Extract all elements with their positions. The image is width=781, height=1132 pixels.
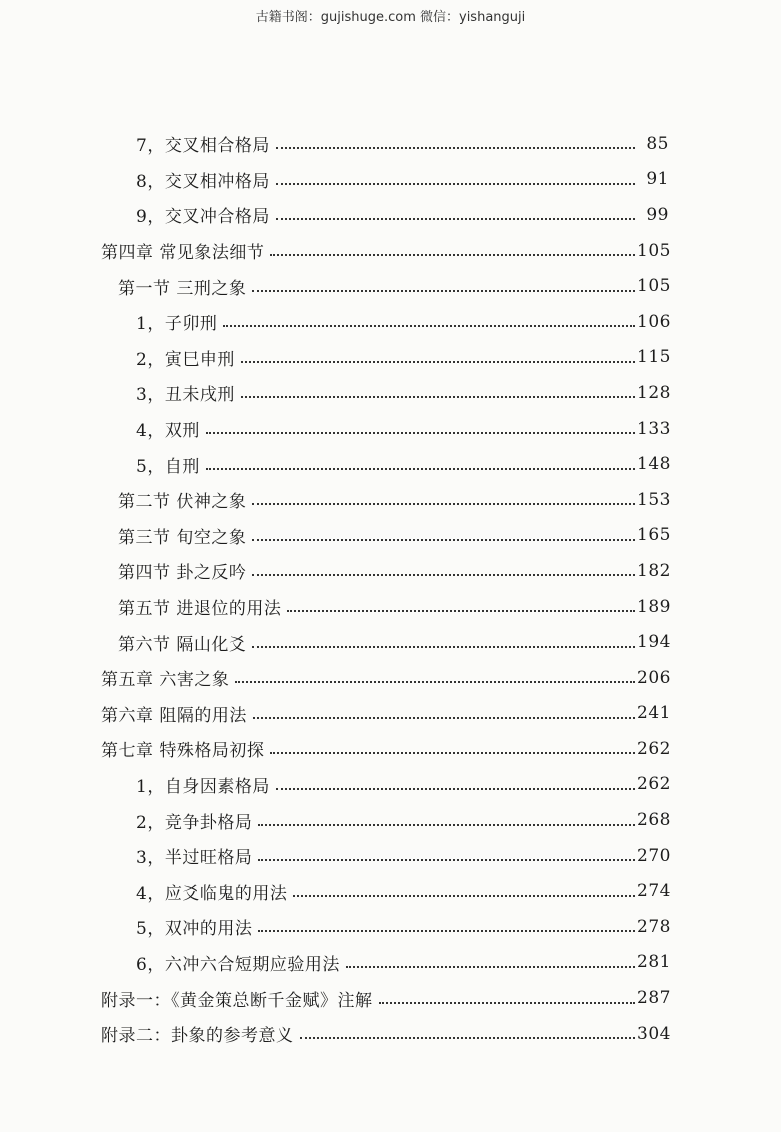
dot-leader	[223, 324, 635, 327]
toc-entry-page: 189	[637, 596, 671, 617]
toc-entry	[0, 731, 781, 767]
dot-leader	[276, 146, 635, 149]
toc-entry-page: 281	[637, 952, 671, 973]
toc-entry-page: 115	[637, 347, 671, 368]
toc-entry-title: 第六节 隔山化爻	[118, 634, 247, 655]
toc-entry	[0, 802, 781, 838]
toc-entry-page: 106	[637, 311, 671, 332]
toc-entry-title: 第五章 六害之象	[101, 670, 230, 691]
toc-entry-title: 第一节 三刑之象	[118, 278, 247, 299]
dot-leader	[252, 538, 635, 541]
toc-entry	[0, 197, 781, 233]
toc-entry-title: 3，丑未戌刑	[136, 385, 235, 406]
dot-leader	[258, 858, 635, 861]
toc-entry-page: 274	[637, 881, 671, 902]
dot-leader	[379, 1001, 636, 1004]
toc-entry	[0, 873, 781, 909]
dot-leader	[258, 823, 635, 826]
toc-entry-page: 91	[646, 169, 669, 190]
dot-leader	[206, 467, 635, 470]
dot-leader	[206, 431, 635, 434]
toc-entry	[0, 696, 781, 732]
dot-leader	[258, 929, 635, 932]
toc-entry	[0, 375, 781, 411]
toc-entry-title: 第四章 常见象法细节	[101, 243, 265, 264]
toc-entry	[0, 482, 781, 518]
toc-entry	[0, 1016, 781, 1052]
toc-entry-title: 第六章 阻隔的用法	[101, 705, 247, 726]
toc-entry-page: 182	[637, 560, 671, 581]
toc-entry-title: 5，自刑	[136, 456, 200, 477]
toc-entry-page: 105	[637, 240, 671, 261]
dot-leader	[241, 395, 635, 398]
toc-entry	[0, 660, 781, 696]
toc-entry-page: 85	[646, 133, 669, 154]
dot-leader	[252, 289, 635, 292]
toc-entry	[0, 980, 781, 1016]
toc-entry	[0, 304, 781, 340]
toc-entry-page: 278	[637, 916, 671, 937]
toc-entry-page: 128	[637, 382, 671, 403]
toc-entry-page: 270	[637, 845, 671, 866]
toc-entry-page: 241	[637, 703, 671, 724]
toc-entry-title: 9，交叉冲合格局	[136, 207, 270, 228]
toc-entry-title: 5，双冲的用法	[136, 919, 253, 940]
toc-entry-page: 148	[637, 454, 671, 475]
toc-entry-title: 附录一：《黄金策总断千金赋》注解	[101, 990, 373, 1011]
dot-leader	[253, 716, 635, 719]
toc-entry-page: 287	[637, 988, 671, 1009]
toc-entry-title: 2，寅巳申刑	[136, 349, 235, 370]
dot-leader	[235, 680, 635, 683]
toc-entry-title: 1，自身因素格局	[136, 776, 270, 797]
toc-entry	[0, 838, 781, 874]
toc-entry-page: 304	[637, 1023, 671, 1044]
toc-entry	[0, 909, 781, 945]
toc-entry-title: 第五节 进退位的用法	[118, 599, 282, 620]
toc-entry-title: 第七章 特殊格局初探	[101, 741, 265, 762]
toc-entry-page: 194	[637, 632, 671, 653]
dot-leader	[293, 894, 635, 897]
toc-entry-title: 第三节 旬空之象	[118, 527, 247, 548]
toc-entry-page: 262	[637, 738, 671, 759]
toc-entry-title: 第二节 伏神之象	[118, 492, 247, 513]
toc-entry-page: 133	[637, 418, 671, 439]
toc-entry-title: 6，六冲六合短期应验用法	[136, 954, 340, 975]
dot-leader	[270, 253, 635, 256]
toc-entry	[0, 446, 781, 482]
dot-leader	[252, 502, 635, 505]
dot-leader	[252, 645, 635, 648]
toc-entry-page: 99	[646, 204, 669, 225]
toc-entry-page: 206	[637, 667, 671, 688]
toc-entry-title: 4，应爻临鬼的用法	[136, 883, 288, 904]
toc-entry	[0, 411, 781, 447]
table-of-contents	[0, 126, 781, 1051]
toc-entry-title: 8，交叉相冲格局	[136, 171, 270, 192]
dot-leader	[346, 965, 635, 968]
dot-leader	[287, 609, 635, 612]
dot-leader	[276, 787, 635, 790]
dot-leader	[276, 217, 635, 220]
toc-entry-title: 附录二：卦象的参考意义	[101, 1026, 294, 1047]
toc-entry-title: 2，竞争卦格局	[136, 812, 253, 833]
toc-entry	[0, 624, 781, 660]
toc-entry	[0, 126, 781, 162]
toc-entry-title: 1，子卯刑	[136, 314, 218, 335]
toc-entry	[0, 518, 781, 554]
toc-entry-title: 第四节 卦之反吟	[118, 563, 247, 584]
dot-leader	[252, 573, 635, 576]
toc-entry	[0, 233, 781, 269]
dot-leader	[300, 1036, 636, 1039]
toc-entry	[0, 945, 781, 981]
toc-entry-page: 165	[637, 525, 671, 546]
dot-leader	[241, 360, 635, 363]
toc-entry-page: 268	[637, 810, 671, 831]
toc-entry-title: 4，双刑	[136, 421, 200, 442]
toc-entry	[0, 162, 781, 198]
toc-entry-page: 105	[637, 276, 671, 297]
toc-entry	[0, 340, 781, 376]
toc-entry	[0, 767, 781, 803]
dot-leader	[270, 751, 635, 754]
toc-entry	[0, 268, 781, 304]
watermark-text: 古籍书阁：gujishuge.com 微信：yishanguji	[255, 10, 526, 25]
toc-entry-page: 153	[637, 489, 671, 510]
toc-entry-title: 7，交叉相合格局	[136, 136, 270, 157]
dot-leader	[276, 182, 635, 185]
toc-entry	[0, 553, 781, 589]
toc-entry-page: 262	[637, 774, 671, 795]
toc-entry	[0, 589, 781, 625]
toc-entry-title: 3，半过旺格局	[136, 848, 253, 869]
